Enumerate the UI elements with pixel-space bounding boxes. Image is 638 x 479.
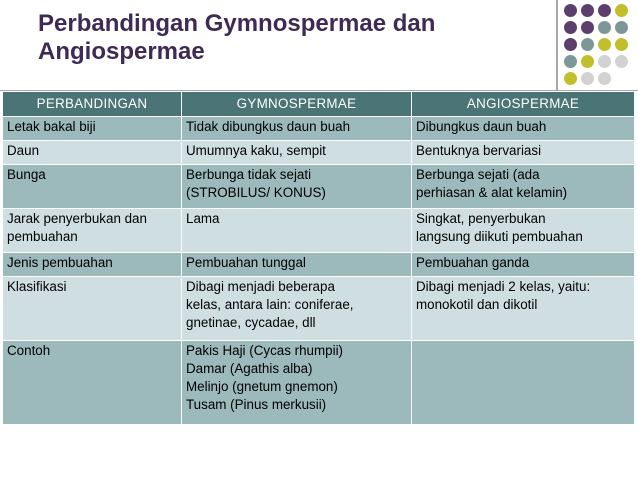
- vertical-divider: [556, 0, 558, 92]
- table-row: [3, 277, 635, 341]
- header-angiospermae: ANGIOSPERMAE: [412, 92, 635, 117]
- table-cell: Pakis Haji (Cycas rhumpii) Damar (Agathis alba) Melinjo (gnetum gnemon) Tusam (Pinus merkusii): [182, 341, 412, 425]
- decorative-dot: [615, 21, 628, 34]
- table-cell: Lama: [182, 209, 412, 253]
- table-cell: Letak bakal biji: [3, 117, 182, 141]
- table-cell: Tidak dibungkus daun buah: [182, 117, 412, 141]
- table-row: [3, 165, 635, 209]
- decorative-dot: [615, 38, 628, 51]
- decorative-dot: [598, 21, 611, 34]
- comparison-table: [2, 91, 635, 425]
- table-cell: [412, 341, 635, 425]
- table-cell: Jarak penyerbukan dan pembuahan: [3, 209, 182, 253]
- decorative-dot: [564, 38, 577, 51]
- table-row: [3, 117, 635, 141]
- table-row: [3, 209, 635, 253]
- table-cell: Dibungkus daun buah: [412, 117, 635, 141]
- header-perbandingan: PERBANDINGAN: [3, 92, 182, 117]
- decorative-dot: [581, 38, 594, 51]
- header-gymnospermae: GYMNOSPERMAE: [182, 92, 412, 117]
- decorative-dot: [598, 38, 611, 51]
- table-cell: Umumnya kaku, sempit: [182, 141, 412, 165]
- decorative-dot: [598, 55, 611, 68]
- table-cell: Pembuahan tunggal: [182, 253, 412, 277]
- decorative-dot: [598, 72, 611, 85]
- table-cell: Pembuahan ganda: [412, 253, 635, 277]
- decorative-dot: [581, 55, 594, 68]
- table-cell: Contoh: [3, 341, 182, 425]
- decorative-dot: [581, 72, 594, 85]
- slide-title: Perbandingan Gymnospermae dan Angiospermae: [38, 10, 436, 65]
- table-cell: Berbunga tidak sejati (STROBILUS/ KONUS): [182, 165, 412, 209]
- decorative-dot: [615, 4, 628, 17]
- decorative-dot: [564, 72, 577, 85]
- table-cell: Berbunga sejati (ada perhiasan & alat kelamin): [412, 165, 635, 209]
- decorative-dot: [581, 21, 594, 34]
- table-cell: Bunga: [3, 165, 182, 209]
- table-cell: Dibagi menjadi 2 kelas, yaitu: monokotil dan dikotil: [412, 277, 635, 341]
- table-row: [3, 253, 635, 277]
- table-header-row: [3, 92, 635, 117]
- table-cell: Dibagi menjadi beberapa kelas, antara lain: coniferae, gnetinae, cycadae, dll: [182, 277, 412, 341]
- decorative-dot: [564, 55, 577, 68]
- decorative-dot: [564, 21, 577, 34]
- table-cell: Daun: [3, 141, 182, 165]
- table-row: [3, 341, 635, 425]
- table-cell: Jenis pembuahan: [3, 253, 182, 277]
- decorative-dot: [564, 4, 577, 17]
- decorative-dot: [615, 55, 628, 68]
- decorative-dot: [581, 4, 594, 17]
- decorative-dot-grid: [564, 4, 636, 92]
- table-cell: Klasifikasi: [3, 277, 182, 341]
- table-row: [3, 141, 635, 165]
- table-cell: Bentuknya bervariasi: [412, 141, 635, 165]
- table-cell: Singkat, penyerbukan langsung diikuti pembuahan: [412, 209, 635, 253]
- decorative-dot: [598, 4, 611, 17]
